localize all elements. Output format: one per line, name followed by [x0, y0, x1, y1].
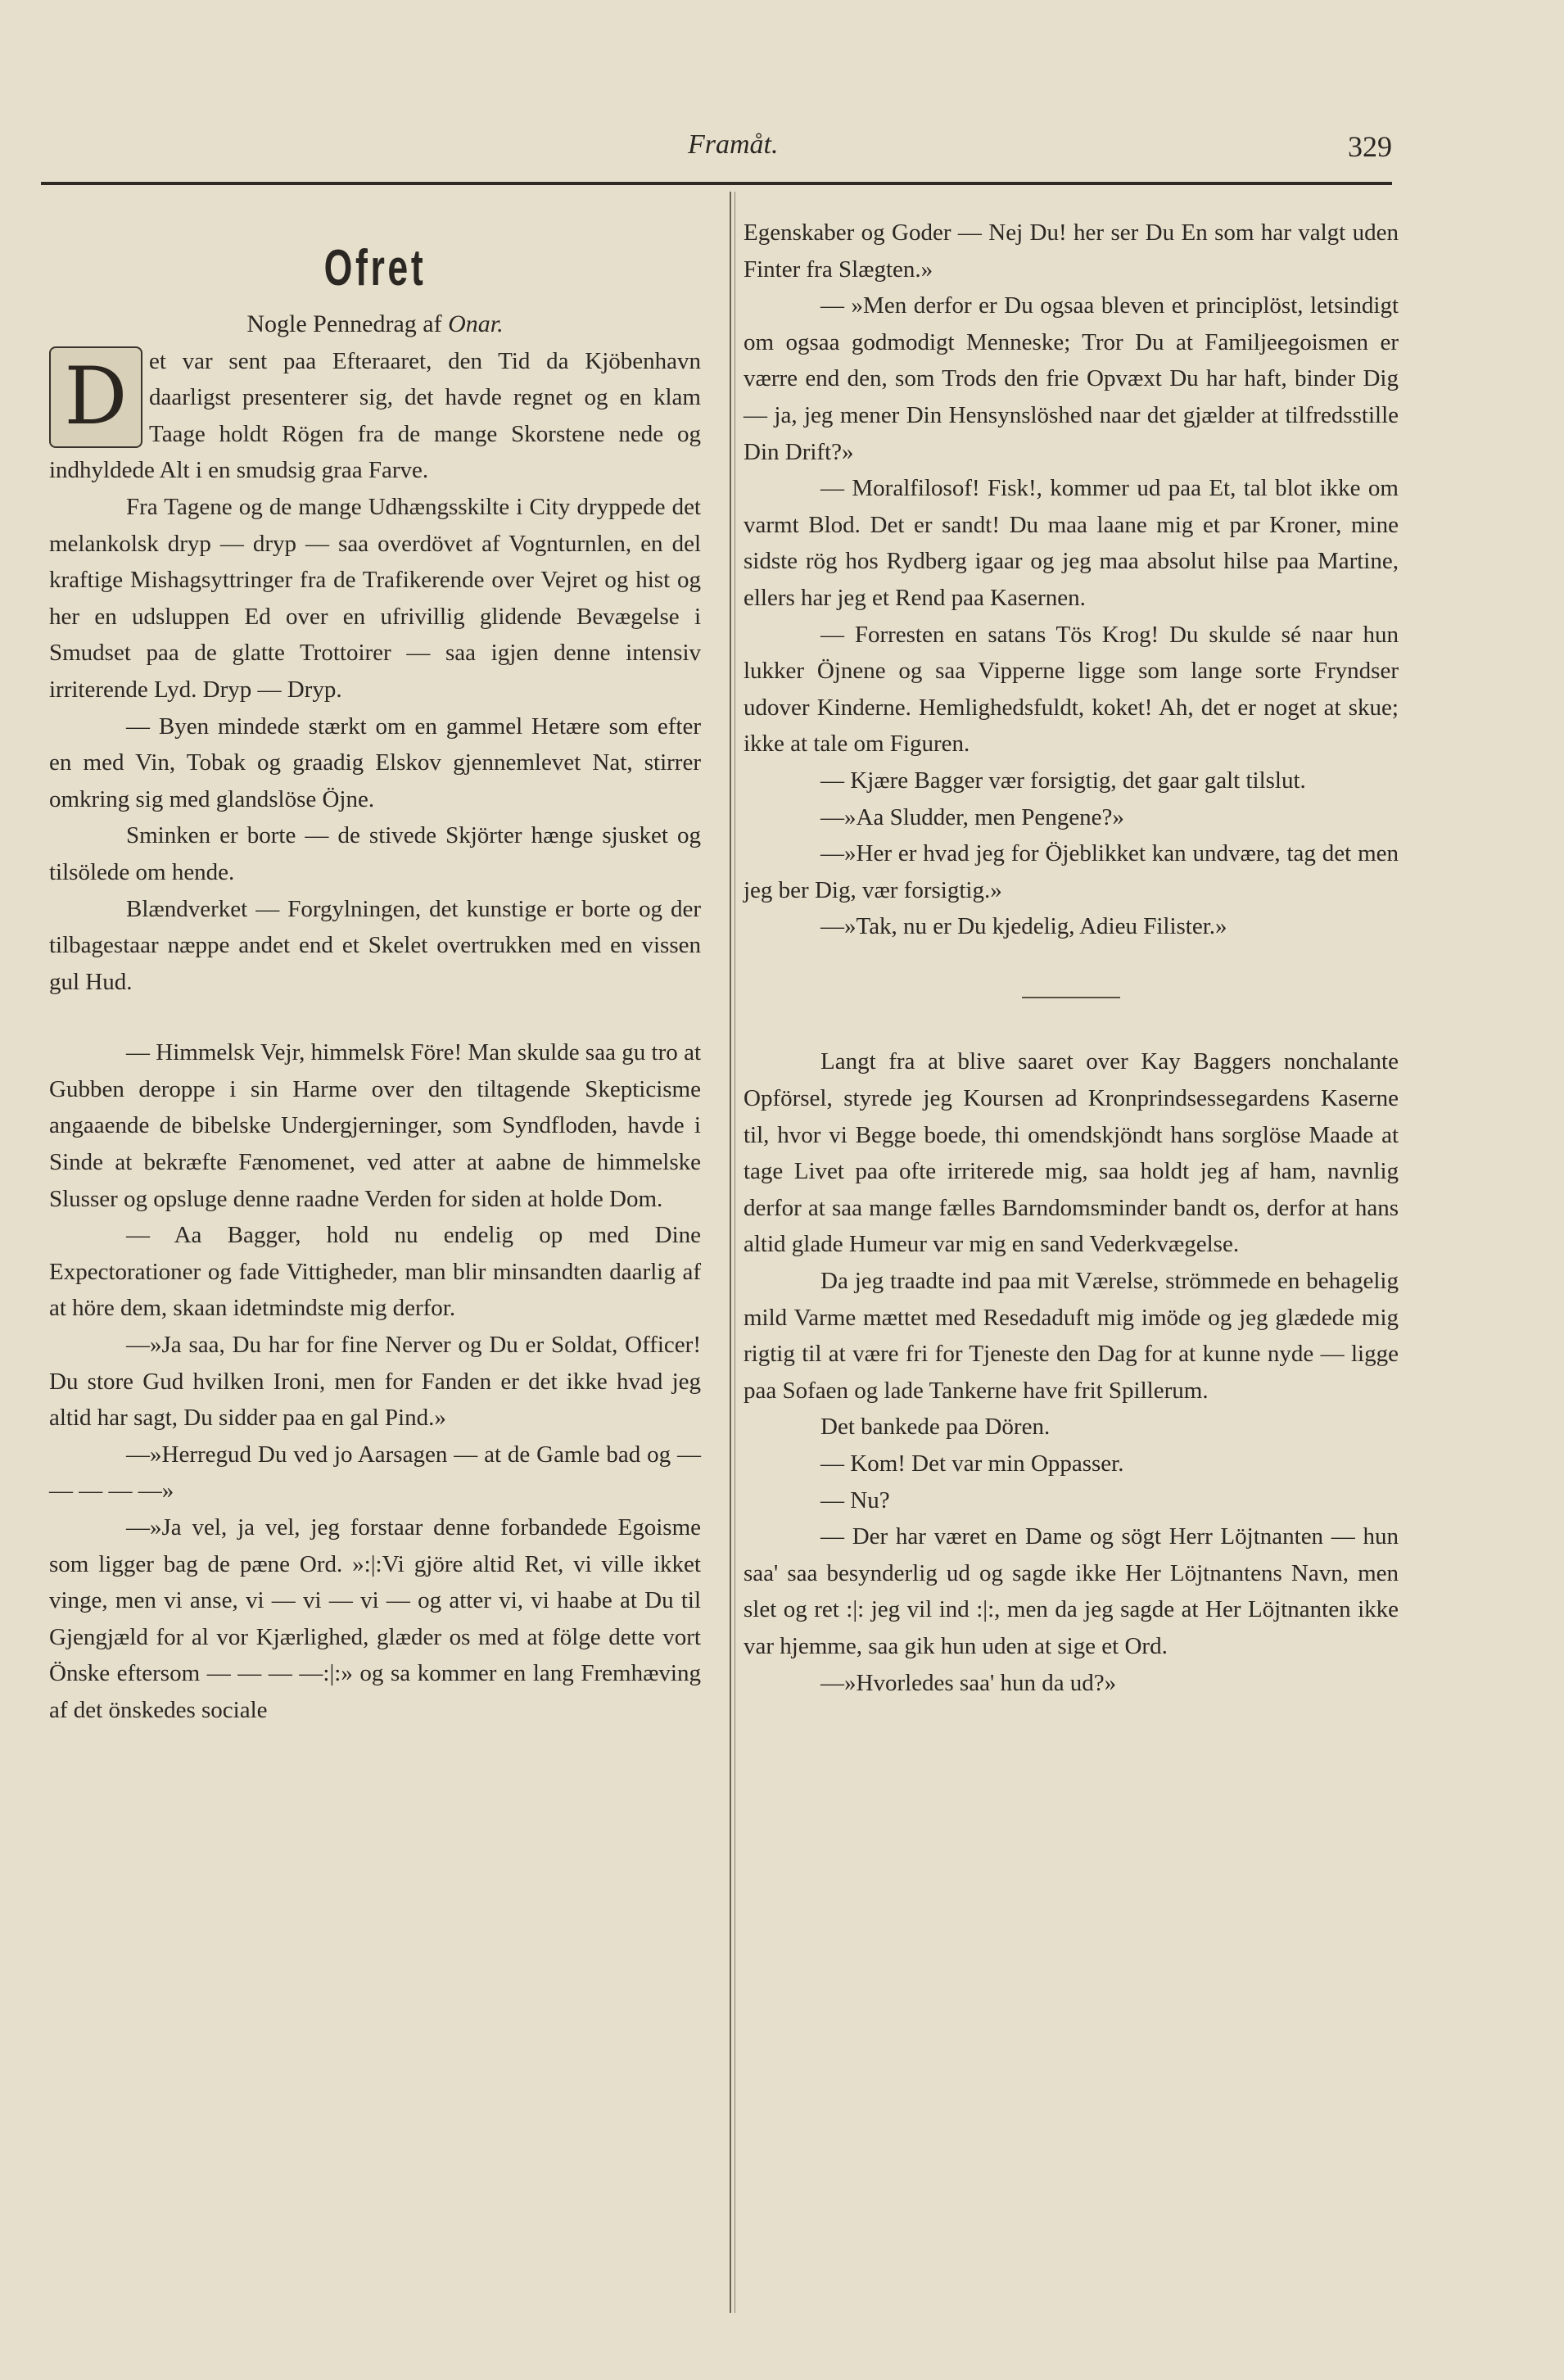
right-column [744, 215, 1399, 1701]
paragraph: — Himmelsk Vejr, himmelsk Före! Man skulde saa gu tro at Gubben deroppe i sin Harme over den tiltagende Skepticisme angaaende de bibelske Undergjerninger, som Syndfloden, havde i Sinde at bekræfte Fænomenet, ved atter at aabne de himmelske Slusser og opsluge denne raadne Verden for siden at holde Dom. [49, 1039, 701, 1212]
paragraph: — »Men derfor er Du ogsaa bleven et principlöst, letsindigt om ogsaa godmodigt Menneske; Tror Du at Familjeegoismen er værre end den, som Trods den frie Opvæxt Du har haft, binder Dig — ja, jeg mener Din Hensynslöshed naar det gjælder at tilfredsstille Din Drift?» [744, 292, 1399, 465]
paragraph: — Forresten en satans Tös Krog! Du skulde sé naar hun lukker Öjnene og saa Vipperne ligge som lange sorte Fryndser udover Kinderne. Hemlighedsfuldt, koket! Ah, det er noget at skue; ikke at tale om Figuren. [744, 621, 1399, 758]
paragraph: —»Her er hvad jeg for Öjeblikket kan undvære, tag det men jeg ber Dig, vær forsigtig.» [744, 840, 1399, 903]
paragraph: — Aa Bagger, hold nu endelig op med Dine Expectorationer og fade Vittigheder, man blir minsandten daarlig af at höre dem, skaan idetmindste mig derfor. [49, 1222, 701, 1322]
paragraph: —»Herregud Du ved jo Aarsagen — at de Gamle bad og — — — — —» [49, 1441, 701, 1504]
paragraph: Fra Tagene og de mange Udhængsskilte i City dryppede det melankolsk dryp — dryp — saa overdövet af Vognturnlen, en del kraftige Mishagsyttringer fra de Trafikerende over Vejret og hist og her en udsluppen Ed over en ufrivillig glidende Bevægelse i Smudset paa de glatte Trottoirer — saa igjen denne intensiv irriterende Lyd. Dryp — Dryp. [49, 493, 701, 703]
paragraph: Langt fra at blive saaret over Kay Baggers nonchalante Opförsel, styrede jeg Koursen ad Kronprindsessegardens Kaserne til, hvor vi Begge boede, thi omendskjöndt hans sorglöse Maade at tage Livet paa ofte irriterede mig, saa holdt jeg af ham, navnlig derfor at saa mange fælles Barndomsminder bandt os, derfor at hans altid glade Humeur var mig en sand Vederkvægelse. [744, 1048, 1399, 1258]
section-rule [1022, 997, 1120, 998]
paragraph-gap [49, 1000, 701, 1034]
paragraph: — Moralfilosof! Fisk!, kommer ud paa Et, tal blot ikke om varmt Blod. Det er sandt! Du maa laane mig et par Kroner, mine sidste rög hos Rydberg igaar og jeg maa absolut hilse paa Martine, ellers har jeg et Rend paa Kasernen. [744, 475, 1399, 611]
story-title: Ofret [323, 240, 427, 296]
opening-paragraph-block [49, 343, 701, 489]
byline [49, 306, 701, 343]
paragraph: — Byen mindede stærkt om en gammel Hetære som efter en med Vin, Tobak og graadig Elskov gjennemlevet Nat, stirrer omkring sig med glandslöse Öjne. [49, 713, 701, 812]
byline-prefix: Nogle Pennedrag af [246, 310, 442, 337]
paragraph: —»Aa Sludder, men Pengene?» [820, 803, 1124, 830]
running-title: Framåt. [688, 129, 779, 160]
paragraph: — Kjære Bagger vær forsigtig, det gaar galt tilslut. [820, 767, 1306, 794]
paragraph: —»Ja saa, Du har for fine Nerver og Du er Soldat, Officer! Du store Gud hvilken Ironi, men for Fanden er det ikke hvad jeg altid har sagt, Du sidder paa en gal Pind.» [49, 1332, 701, 1432]
paragraph: et var sent paa Efteraaret, den Tid da Kjöbenhavn daarligst presenterer sig, det havde regnet og en klam Taage holdt Rögen fra de mange Skorstene nede og indhyldede Alt i en smudsig graa Farve. [49, 347, 701, 484]
paragraph: Blændverket — Forgylningen, det kunstige er borte og der tilbagestaar næppe andet end et Skelet overtrukken med en vissen gul Hud. [49, 895, 701, 995]
paragraph: Det bankede paa Dören. [820, 1414, 1051, 1441]
column-divider [730, 192, 731, 2313]
page-number: 329 [1348, 130, 1392, 163]
paragraph: Sminken er borte — de stivede Skjörter hænge sjusket og tilsölede om hende. [49, 822, 701, 885]
author-name: Onar. [448, 310, 504, 337]
paragraph: —»Ja vel, ja vel, jeg forstaar denne forbandede Egoisme som ligger bag de pæne Ord. »:|:Vi gjöre altid Ret, vi ville ikket vinge, men vi anse, vi — vi — vi — og atter vi, vi haabe at Du til Gjengjæld for al vor Kjærlighed, glæder os med at fölge dette vort Önske eftersom — — — —:|:» og sa kommer en lang Fremhæving af det önskedes sociale [49, 1514, 701, 1723]
header-rule [41, 182, 1392, 185]
paragraph: —»Tak, nu er Du kjedelig, Adieu Filister.» [820, 913, 1227, 940]
page-header [41, 123, 1392, 172]
paragraph: — Nu? [820, 1486, 890, 1514]
ornamental-dropcap: D [49, 346, 142, 448]
paragraph: —»Hvorledes saa' hun da ud?» [820, 1669, 1117, 1696]
paragraph: Egenskaber og Goder — Nej Du! her ser Du En som har valgt uden Finter fra Slægten.» [744, 219, 1399, 283]
paragraph: — Kom! Det var min Oppasser. [820, 1450, 1124, 1477]
section-break [744, 978, 1399, 1015]
paragraph: Da jeg traadte ind paa mit Værelse, strömmede en behagelig mild Varme mættet med Resedaduft mig imöde og jeg glædede mig rigtig til at være fri for Tjeneste den Dag for at kunne nyde — ligge paa Sofaen og lade Tankerne have frit Spillerum. [744, 1268, 1399, 1404]
paragraph: — Der har været en Dame og sögt Herr Löjtnanten — hun saa' saa besynderlig ud og sagde ikke Her Löjtnantens Navn, men slet og ret :|: jeg vil ind :|:, men da jeg sagde at Her Löjtnanten ikke var hjemme, saa gik hun uden at sige et Ord. [744, 1523, 1399, 1659]
left-column [49, 215, 701, 1729]
